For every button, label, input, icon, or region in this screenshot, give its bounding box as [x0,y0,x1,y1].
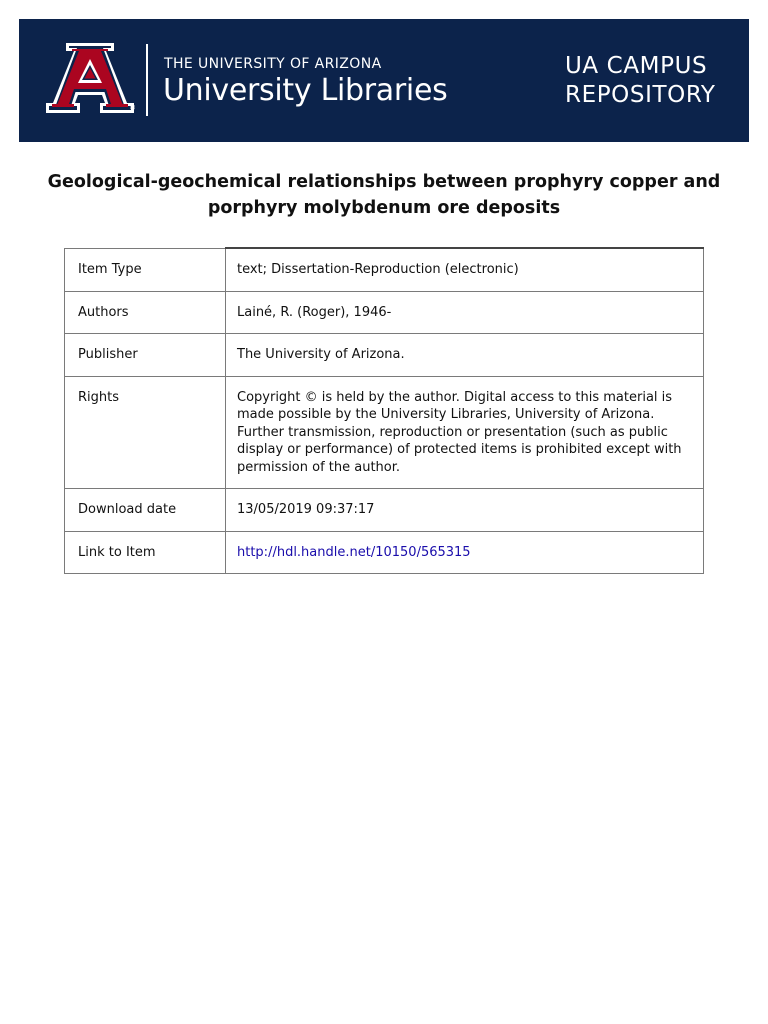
metadata-label: Link to Item [65,531,226,574]
metadata-value: The University of Arizona. [226,334,704,377]
libraries-name: University Libraries [163,73,448,108]
repository-name-line2: REPOSITORY [565,82,716,108]
metadata-table [64,247,704,574]
document-title: Geological-geochemical relationships between prophyry copper and porphyry molybdenum ore deposits [47,172,721,218]
metadata-row-download-date [65,489,704,532]
metadata-value: text; Dissertation-Reproduction (electronic) [226,248,704,291]
metadata-row-item-type [65,248,704,291]
metadata-row-link-to-item [65,531,704,574]
metadata-value [226,531,704,574]
metadata-label: Rights [65,376,226,489]
metadata-label: Authors [65,291,226,334]
metadata-label: Download date [65,489,226,532]
metadata-value: Copyright © is held by the author. Digital access to this material is made possible by the University Libraries, University of Arizona. Further transmission, reproduction or presentation (such as public display or performance) of protected items is prohibited except with permission of the author. [226,376,704,489]
metadata-value: 13/05/2019 09:37:17 [226,489,704,532]
metadata-label: Item Type [65,248,226,291]
metadata-row-authors [65,291,704,334]
metadata-label: Publisher [65,334,226,377]
repository-name [565,52,716,110]
institution-name: THE UNIVERSITY OF ARIZONA [164,56,382,72]
metadata-row-rights [65,376,704,489]
repository-name-line1: UA CAMPUS [565,53,708,79]
university-of-arizona-logo-icon [44,43,136,119]
metadata-value: Lainé, R. (Roger), 1946- [226,291,704,334]
metadata-row-publisher [65,334,704,377]
repository-banner [19,19,749,142]
registered-mark: ® [129,104,136,112]
banner-divider [146,44,148,116]
item-link[interactable]: http://hdl.handle.net/10150/565315 [237,544,471,560]
